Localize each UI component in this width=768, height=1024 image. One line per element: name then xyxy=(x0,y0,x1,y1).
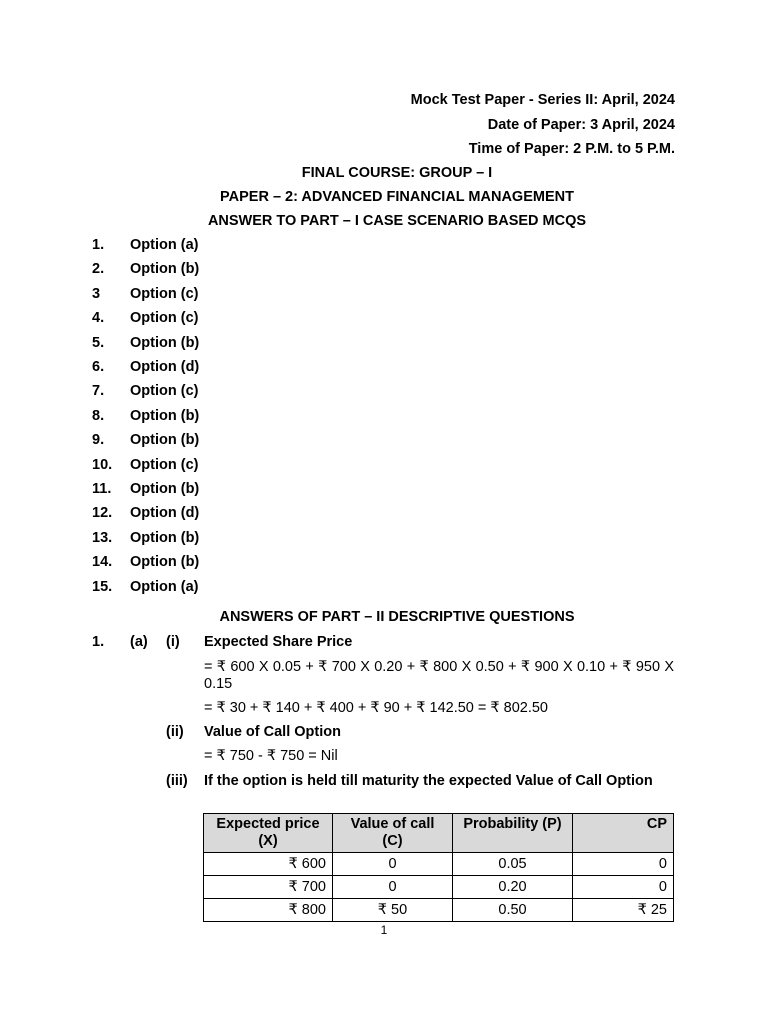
time-line: Time of Paper: 2 P.M. to 5 P.M. xyxy=(468,141,675,157)
subpart-ii-label: (ii) xyxy=(166,724,184,740)
expected-price-formula: = ₹ 600 X 0.05 + ₹ 700 X 0.20 + ₹ 800 X 0.50 + ₹ 900 X 0.10 + ₹ 950 X 0.15 xyxy=(204,659,674,692)
cell-probability: 0.20 xyxy=(453,876,573,899)
mcq-answer: Option (c) xyxy=(130,456,199,473)
mcq-number: 8. xyxy=(92,407,105,424)
table-row xyxy=(204,899,674,922)
mcq-answer: Option (b) xyxy=(130,432,200,449)
mcq-answer: Option (c) xyxy=(130,310,199,327)
mcq-answer: Option (b) xyxy=(130,407,200,424)
mcq-answer: Option (a) xyxy=(130,578,199,595)
mcq-answer: Option (b) xyxy=(130,334,200,351)
date-line: Date of Paper: 3 April, 2024 xyxy=(487,117,675,133)
cell-value-of-call: 0 xyxy=(333,853,453,876)
question-part: (a) xyxy=(130,634,148,650)
mcq-number: 13. xyxy=(92,529,113,546)
mcq-number: 14. xyxy=(92,554,113,571)
series-line: Mock Test Paper - Series II: April, 2024 xyxy=(410,92,675,108)
cell-value-of-call: ₹ 50 xyxy=(333,899,453,922)
col-expected-price: Expected price (X) xyxy=(204,814,333,853)
table-row xyxy=(204,853,674,876)
mcq-answer: Option (d) xyxy=(130,359,200,375)
table-body xyxy=(204,853,674,922)
table-row xyxy=(204,876,674,899)
cell-expected-price: ₹ 600 xyxy=(204,853,333,876)
mcq-answer: Option (c) xyxy=(130,285,199,302)
cell-probability: 0.50 xyxy=(453,899,573,922)
cell-probability: 0.05 xyxy=(453,853,573,876)
mcq-answer: Option (b) xyxy=(130,554,200,571)
paper-title: PAPER – 2: ADVANCED FINANCIAL MANAGEMENT xyxy=(220,189,574,205)
mcq-number: 7. xyxy=(92,383,105,400)
page-number: 1 xyxy=(380,923,388,937)
mcq-answer: Option (d) xyxy=(130,505,200,522)
course-title: FINAL COURSE: GROUP – I xyxy=(301,165,493,181)
mcq-number: 4. xyxy=(92,310,105,327)
cell-cp: 0 xyxy=(573,853,674,876)
mcq-answer: Option (a) xyxy=(130,237,199,253)
cell-cp: 0 xyxy=(573,876,674,899)
mcq-number: 3 xyxy=(92,285,101,302)
subpart-iii-label: (iii) xyxy=(166,773,188,789)
col-probability: Probability (P) xyxy=(453,814,573,853)
subpart-i-label: (i) xyxy=(166,634,180,650)
subpart-ii-heading: Value of Call Option xyxy=(204,724,341,740)
mcq-answer: Option (b) xyxy=(130,481,200,497)
expected-price-result: = ₹ 30 + ₹ 140 + ₹ 400 + ₹ 90 + ₹ 142.50 = ₹ 802.50 xyxy=(204,700,548,716)
mcq-number: 10. xyxy=(92,456,113,473)
part1-title: ANSWER TO PART – I CASE SCENARIO BASED MCQS xyxy=(207,213,587,229)
mcq-number: 12. xyxy=(92,505,113,522)
call-option-table xyxy=(203,813,674,922)
col-value-of-call: Value of call (C) xyxy=(333,814,453,853)
mcq-number: 6. xyxy=(92,359,105,375)
subpart-i-heading: Expected Share Price xyxy=(204,634,353,650)
mcq-answer: Option (b) xyxy=(130,529,200,546)
mcq-number: 1. xyxy=(92,237,105,253)
part2-title: ANSWERS OF PART – II DESCRIPTIVE QUESTIONS xyxy=(219,609,575,625)
cell-expected-price: ₹ 800 xyxy=(204,899,333,922)
mcq-answer: Option (c) xyxy=(130,383,199,400)
cell-value-of-call: 0 xyxy=(333,876,453,899)
mcq-number: 15. xyxy=(92,578,113,595)
mcq-number: 5. xyxy=(92,334,105,351)
col-cp: CP xyxy=(573,814,674,853)
call-value-formula: = ₹ 750 - ₹ 750 = Nil xyxy=(204,748,338,764)
cell-expected-price: ₹ 700 xyxy=(204,876,333,899)
mcq-number: 9. xyxy=(92,432,105,449)
question-number: 1. xyxy=(92,634,105,650)
mcq-number: 2. xyxy=(92,261,105,278)
cell-cp: ₹ 25 xyxy=(573,899,674,922)
subpart-iii-heading: If the option is held till maturity the expected Value of Call Option xyxy=(204,773,653,789)
mcq-number: 11. xyxy=(92,481,112,497)
table-header-row xyxy=(204,814,674,853)
mcq-answer: Option (b) xyxy=(130,261,200,278)
